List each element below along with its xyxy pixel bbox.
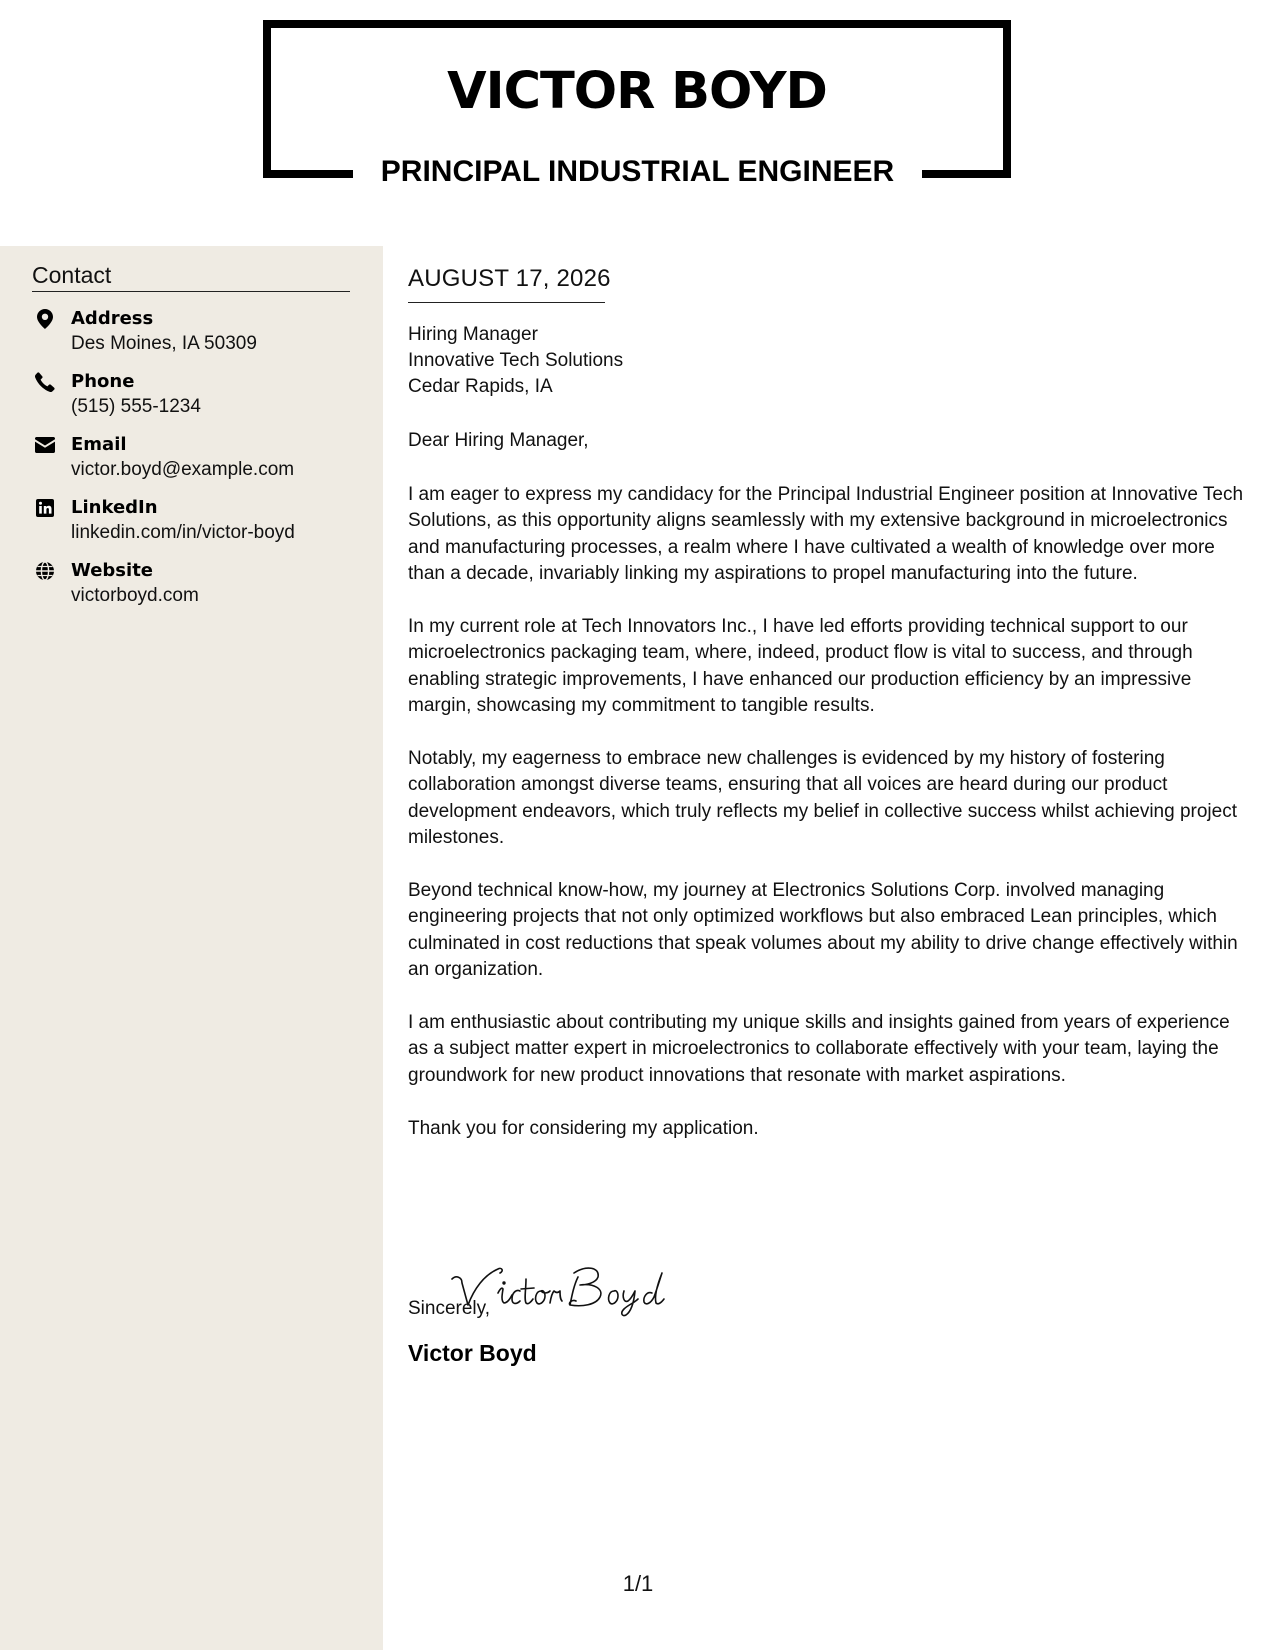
recipient-line: Hiring Manager [408, 324, 538, 345]
linkedin-label: LinkedIn [71, 497, 158, 518]
letter-header [0, 0, 1275, 246]
recipient-line: Cedar Rapids, IA [408, 376, 553, 397]
email-label: Email [71, 434, 127, 455]
contact-item-address [32, 306, 362, 358]
header-frame-top [263, 20, 1011, 28]
phone-icon [32, 371, 58, 393]
body-paragraph: I am enthusiastic about contributing my unique skills and insights gained from years of experience as a subject matter expert in microelectronics to collaborate effectively with your team, laying the groundwork for new product innovations that resonate with market aspirations. [408, 1012, 1230, 1086]
location-pin-icon [32, 308, 58, 330]
header-frame-bottom-right [922, 170, 1011, 178]
email-value[interactable]: victor.boyd@example.com [71, 459, 295, 480]
website-label: Website [71, 560, 154, 581]
phone-label: Phone [71, 371, 135, 392]
address-value: Des Moines, IA 50309 [71, 333, 257, 354]
linkedin-icon [32, 497, 58, 519]
job-title: PRINCIPAL INDUSTRIAL ENGINEER [380, 155, 895, 188]
body-paragraph: I am eager to express my candidacy for the Principal Industrial Engineer position at Innovative Tech Solutions, as this opportunity aligns seamlessly with my extensive background in microelectronics and manufacturing processes, a realm where I have cultivated a wealth of knowledge over more than a decade, invariably linking my aspirations to propel manufacturing into the future. [408, 484, 1244, 585]
contact-heading: Contact [32, 262, 112, 288]
body-paragraph: Thank you for considering my application. [408, 1118, 759, 1139]
closing: Sincerely, [408, 1298, 491, 1319]
applicant-name: VICTOR BOYD [447, 62, 827, 121]
body-paragraph: Beyond technical know-how, my journey at Electronics Solutions Corp. involved managing engineering projects that not only optimized workflows but also embraced Lean principles, which culminated in cost reductions that speak volumes about my ability to drive change effectively within an organization. [408, 880, 1238, 981]
body-paragraph: In my current role at Tech Innovators Inc., I have led efforts providing technical support to our microelectronics packaging team, where, indeed, product flow is vital to success, and through enabling strategic improvements, I have enhanced our production efficiency by an impressive margin, showcasing my commitment to tangible results. [408, 616, 1193, 717]
contact-sidebar [0, 246, 383, 1650]
contact-item-linkedin [32, 495, 362, 547]
contact-item-website [32, 558, 362, 610]
website-value[interactable]: victorboyd.com [71, 585, 199, 606]
phone-value: (515) 555-1234 [71, 396, 201, 417]
globe-icon [32, 560, 58, 582]
letter-date: AUGUST 17, 2026 [408, 265, 611, 292]
header-frame-left [263, 20, 271, 178]
page-number: 1/1 [622, 1571, 654, 1596]
salutation: Dear Hiring Manager, [408, 430, 589, 451]
linkedin-value[interactable]: linkedin.com/in/victor-boyd [71, 522, 295, 543]
contact-item-email [32, 432, 362, 484]
signature-image [446, 1249, 706, 1319]
recipient-block [408, 322, 623, 400]
recipient-line: Innovative Tech Solutions [408, 350, 624, 371]
header-frame-bottom-left [263, 170, 353, 178]
date-underline [408, 302, 605, 303]
contact-divider [32, 291, 350, 292]
contact-item-phone [32, 369, 362, 421]
signer-name: Victor Boyd [408, 1340, 537, 1366]
body-paragraph: Notably, my eagerness to embrace new challenges is evidenced by my history of fostering collaboration amongst diverse teams, ensuring that all voices are heard during our product development endeavors, which truly reflects my belief in collective success whilst achieving project milestones. [408, 748, 1237, 849]
header-frame-right [1003, 20, 1011, 178]
envelope-icon [32, 434, 58, 456]
address-label: Address [71, 308, 154, 329]
